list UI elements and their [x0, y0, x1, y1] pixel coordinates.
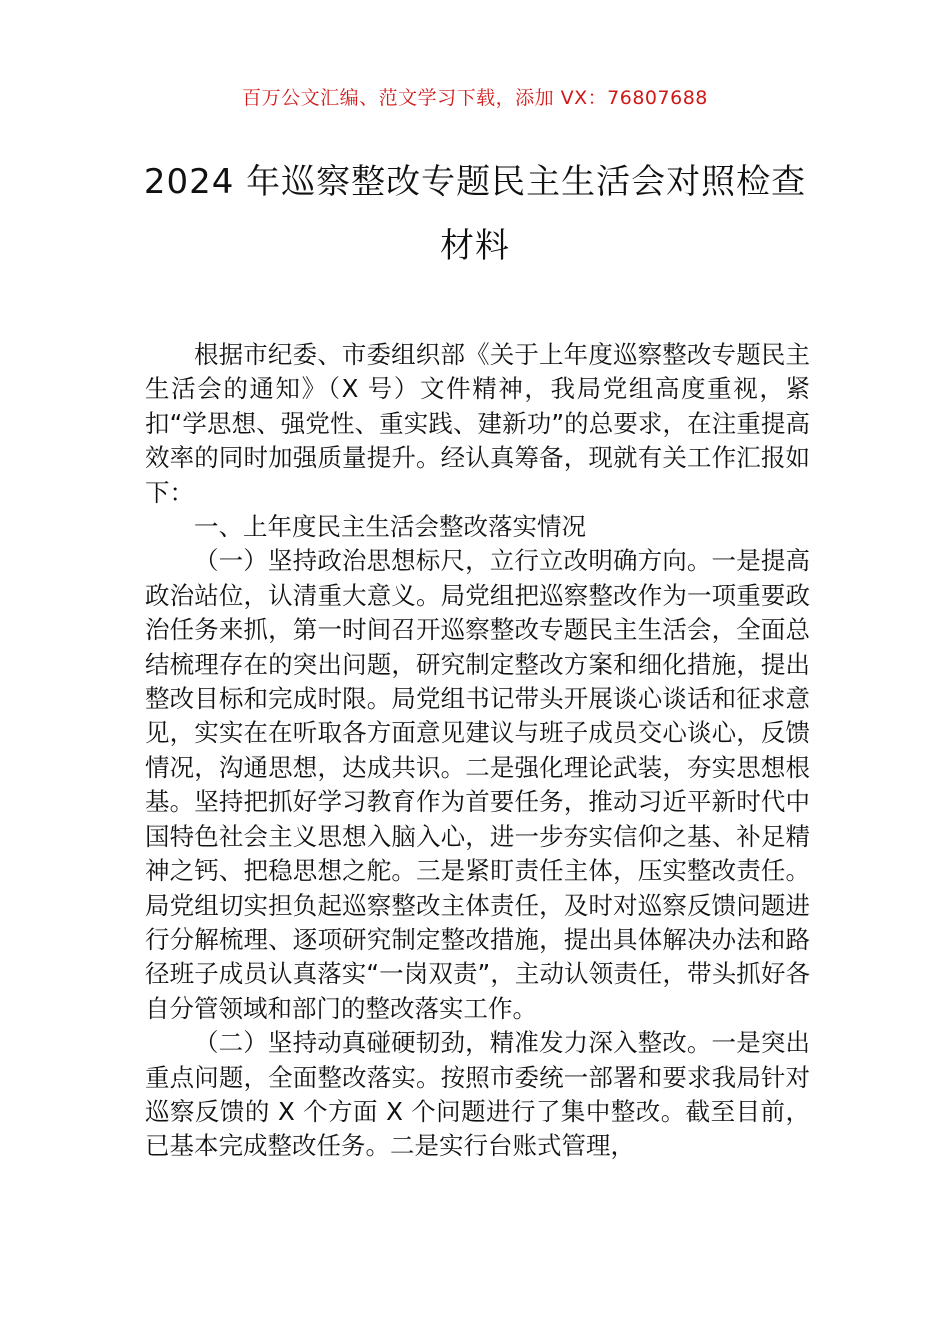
body-paragraph: （一）坚持政治思想标尺，立行立改明确方向。一是提高政治站位，认清重大意义。局党组把巡察整改作为一项重要政治任务来抓，第一时间召开巡察整改专题民主生活会，全面总结梳理存在的突出问题，研究制定整改方案和细化措施，提出整改目标和完成时限。局党组书记带头开展谈心谈话和征求意见，实实在在听取各方面意见建议与班子成员交心谈心，反馈情况，沟通思想，达成共识。二是强化理论武装，夯实思想根基。坚持把抓好学习教育作为首要任务，推动习近平新时代中国特色社会主义思想入脑入心，进一步夯实信仰之基、补足精神之钙、把稳思想之舵。三是紧盯责任主体，压实整改责任。局党组切实担负起巡察整改主体责任，及时对巡察反馈问题进行分解梳理、逐项研究制定整改措施，提出具体解决办法和路径班子成员认真落实“一岗双责”，主动认领责任，带头抓好各自分管领域和部门的整改落实工作。 — [145, 546, 810, 1023]
body-paragraph: （二）坚持动真碰硬韧劲，精准发力深入整改。一是突出重点问题，全面整改落实。按照市委统一部署和要求我局针对巡察反馈的 X 个方面 X 个问题进行了集中整改。截至目前，已基本完成整改任务。二是实行台账式管理， — [145, 1028, 810, 1161]
document-title — [120, 150, 830, 278]
document-body — [145, 338, 810, 1164]
title-line-1: 2024 年巡察整改专题民主生活会对照检查 — [143, 162, 807, 202]
section-heading: 一、上年度民主生活会整改落实情况 — [194, 512, 586, 542]
download-notice: 百万公文汇编、范文学习下载，添加 VX：76807688 — [242, 87, 708, 109]
intro-paragraph: 根据市纪委、市委组织部《关于上年度巡察整改专题民主生活会的通知》（X 号）文件精神，我局党组高度重视，紧扣“学思想、强党性、重实践、建新功”的总要求，在注重提高效率的同时加强质量提升。经认真筹备，现就有关工作汇报如下： — [145, 340, 810, 507]
title-line-2: 材料 — [440, 226, 510, 266]
